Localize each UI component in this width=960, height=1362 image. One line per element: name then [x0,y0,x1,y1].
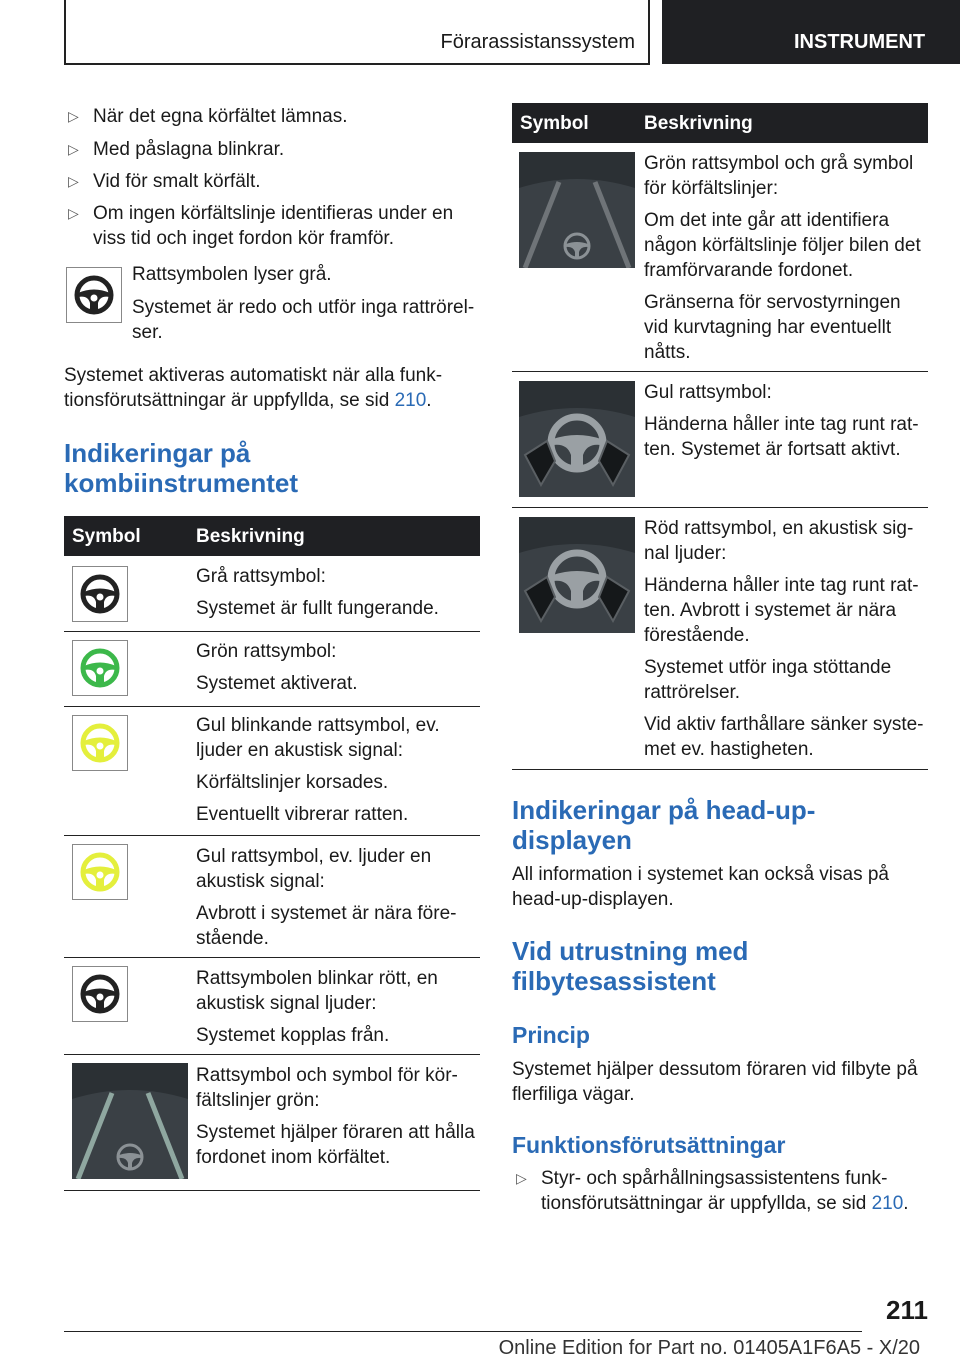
description-line: Gul rattsymbol, ev. ljuder en akustisk signal: [196,846,432,892]
row-description [644,516,928,769]
row-description [196,639,480,703]
bullet-triangle-icon: ▷ [68,108,79,124]
description-line: Körfältslinjer korsades. [196,772,389,793]
table-row [64,707,480,836]
header-chapter-tab[interactable]: INSTRUMENT [662,0,960,64]
bullet-text: Om ingen körfältslinje identifieras under en viss tid och inget fordon kör framför. [93,203,454,249]
description-line: Gul rattsymbol: [644,382,772,403]
subheading-prerequisites: Funktionsförutsättningar [512,1132,786,1158]
principle-paragraph: Systemet hjälper dessutom föraren vid filbyte på flerfiliga vägar. [512,1059,918,1105]
auto-activation-end: . [426,390,432,411]
table-row [512,508,928,770]
row-description [196,966,480,1055]
row-description [196,713,480,834]
steering-wheel-yellow-icon [72,844,128,900]
section-heading-cluster: Indikeringar på kombiinstrumentet [64,438,299,498]
cluster-indicator-table [64,516,480,1191]
table-header [64,516,480,556]
row-description [196,1063,480,1177]
bullet-triangle-icon: ▷ [68,205,79,221]
col-header-description: Beskrivning [196,525,305,547]
table-row [64,556,480,632]
description-line: Grön rattsymbol och grå symbol för körfältslinjer: [644,153,914,199]
steering-wheel-grey-icon [72,566,128,622]
bullet-text: Med påslagna blinkrar. [93,139,285,160]
row-description [196,564,480,628]
description-line: Rattsymbolen blinkar rött, en akustisk signal ljuder: [196,968,438,1014]
row-description [196,844,480,958]
bullet-item [64,104,480,129]
description-line: Gul blinkande rattsymbol, ev. ljuder en akustisk signal: [196,715,440,761]
section-heading-lane-change: Vid utrustning med filbytesassistent [512,936,749,996]
steering-wheel-grey-icon [66,267,122,323]
description-line: Vid aktiv farthållare sänker systemet ev. hastigheten. [644,714,924,760]
description-line: Röd rattsymbol, en akustisk signal ljuder: [644,518,914,564]
table-header [512,103,928,143]
bullet-item [64,137,480,162]
header-section-title: Förarassistanssystem [440,31,635,53]
bullet-text [541,1166,928,1216]
section-heading-hud: Indikeringar på head-up-displayen [512,795,816,855]
auto-activation-text: Systemet aktiveras automatiskt när alla funktionsförutsättningar är uppfyllda, se sid [64,365,443,411]
page-number: 211 [886,1295,928,1325]
table-row [64,632,480,707]
prereq-end: . [903,1193,909,1214]
description-line: Grön rattsymbol: [196,641,337,662]
row-description [644,380,928,469]
bullet-triangle-icon: ▷ [68,173,79,189]
bullet-text: Vid för smalt körfält. [93,171,261,192]
page-link-210[interactable]: 210 [871,1193,904,1214]
header-rule-bottom [64,63,650,65]
bullet-item [64,169,480,194]
prereq-text: Styr- och spårhållningsassistentens funktionsförutsättningar är uppfyllda, se sid [541,1168,888,1214]
cluster-indicator-table-continued [512,103,928,770]
row-description [644,151,928,372]
header-rule-mid [648,0,650,64]
description-line: Systemet hjälper föraren att hålla fordonet inom körfältet. [196,1122,475,1168]
description-line: Om det inte går att identifiera någon körfältslinje följer bilen det framförvarande fordonet. [644,210,921,281]
description-line: Rattsymbol och symbol för körfältslinjer grön: [196,1065,458,1111]
footer-edition: Online Edition for Part no. 01405A1F6A5 - X/20 [498,1337,920,1359]
subheading-principle: Princip [512,1022,590,1048]
description-line: Grå rattsymbol: [196,566,326,587]
description-line: Systemet utför inga stöttande rattrörelser. [644,657,892,703]
footer-rule [64,1331,862,1332]
bullet-item [512,1166,928,1216]
col-header-symbol: Symbol [520,112,589,134]
description-line: Systemet är fullt fungerande. [196,598,439,619]
table-row [64,958,480,1055]
description-line: Gränserna för servostyrningen vid kurvtagning har eventuellt nåtts. [644,292,901,363]
bullet-triangle-icon: ▷ [68,141,79,157]
auto-activation-paragraph [64,363,480,413]
lane-lines-green-icon [72,1063,188,1179]
grey-note-line1: Rattsymbolen lyser grå. [132,264,332,285]
bullet-text: När det egna körfältet lämnas. [93,106,348,127]
description-line: Systemet aktiverat. [196,673,358,694]
col-header-description: Beskrivning [644,112,753,134]
description-line: Avbrott i systemet är nära förestående. [196,903,457,949]
steering-wheel-yellow-blinking-icon [72,715,128,771]
header-rule-left [64,0,66,64]
table-row [64,836,480,958]
steering-wheel-green-icon [72,640,128,696]
table-row [512,372,928,508]
table-row [64,1055,480,1191]
page-link-210[interactable]: 210 [394,390,427,411]
description-line: Systemet kopplas från. [196,1025,390,1046]
steering-wheel-red-blinking-icon [72,966,128,1022]
hands-off-wheel-grey-icon [519,381,635,497]
bullet-triangle-icon: ▷ [516,1170,527,1186]
description-line: Eventuellt vibrerar ratten. [196,804,409,825]
hands-off-wheel-red-icon [519,517,635,633]
description-line: Händerna håller inte tag runt ratten. Systemet är fortsatt aktivt. [644,414,919,460]
lane-lines-grey-icon [519,152,635,268]
table-row [512,143,928,372]
col-header-symbol: Symbol [72,525,141,547]
description-line: Händerna håller inte tag runt ratten. Avbrott i systemet är nära förestående. [644,575,919,646]
hud-paragraph: All information i systemet kan också visas på head-up-displayen. [512,864,889,910]
grey-note-line2: Systemet är redo och utför inga rattrörelser. [132,297,475,343]
bullet-item [64,201,480,251]
